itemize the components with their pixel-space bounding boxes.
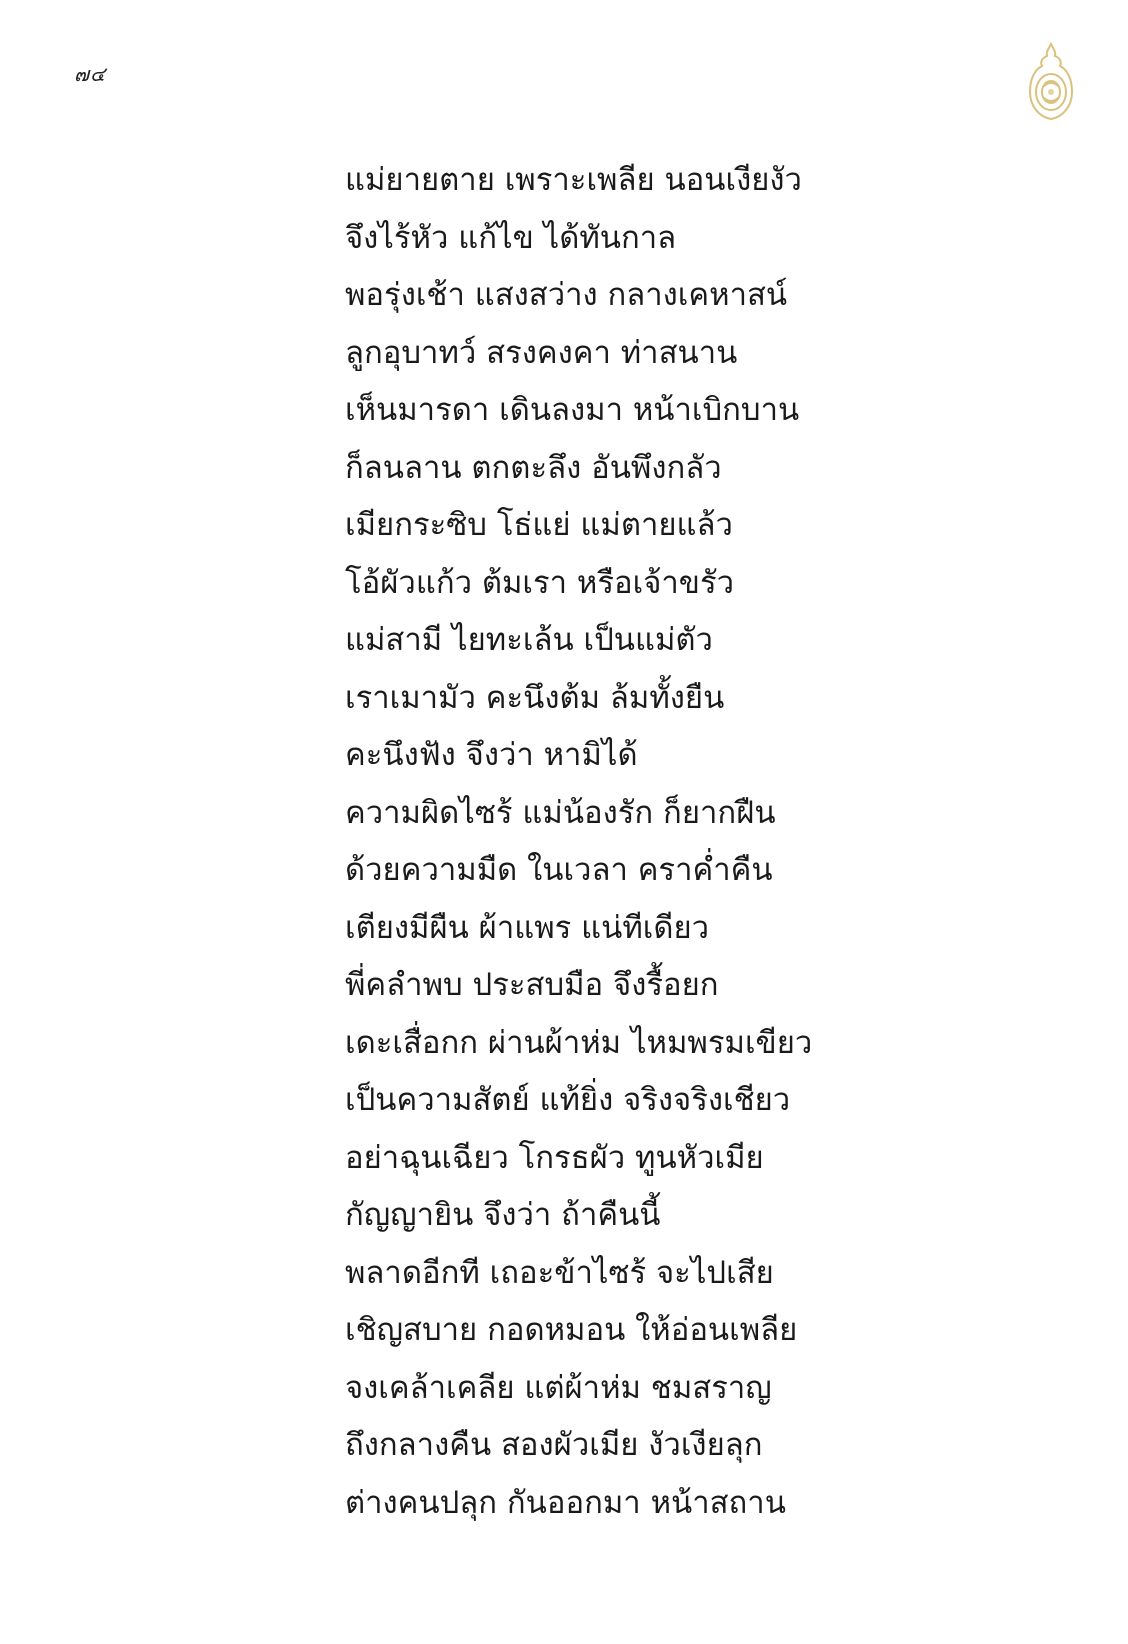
page-number: ๗๔ bbox=[74, 62, 107, 86]
poem-line: กัญญายิน จึงว่า ถ้าคืนนี้ bbox=[345, 1197, 661, 1233]
royal-seal-emblem-icon bbox=[1022, 40, 1080, 122]
poem-line: คะนึงฟัง จึงว่า หามิได้ bbox=[345, 737, 638, 773]
poem-line: เมียกระซิบ โธ่แย่ แม่ตายแล้ว bbox=[345, 507, 733, 543]
poem-line: แม่สามี ไยทะเล้น เป็นแม่ตัว bbox=[345, 622, 713, 658]
poem-line: เห็นมารดา เดินลงมา หน้าเบิกบาน bbox=[345, 392, 800, 428]
poem-line: ถึงกลางคืน สองผัวเมีย งัวเงียลุก bbox=[345, 1427, 763, 1463]
poem-line: เดะเสื่อกก ผ่านผ้าห่ม ไหมพรมเขียว bbox=[345, 1024, 813, 1061]
poem-line: เป็นความสัตย์ แท้ยิ่ง จริงจริงเชียว bbox=[345, 1082, 791, 1118]
poem-line: จึงไร้หัว แก้ไข ได้ทันกาล bbox=[345, 219, 677, 256]
poem-line: ความผิดไซร้ แม่น้องรัก ก็ยากฝืน bbox=[345, 794, 776, 831]
poem-line: แม่ยายตาย เพราะเพลีย นอนเงียงัว bbox=[345, 162, 802, 198]
poem-line: อย่าฉุนเฉียว โกรธผัว ทูนหัวเมีย bbox=[345, 1139, 764, 1176]
poem-line: พอรุ่งเช้า แสงสว่าง กลางเคหาสน์ bbox=[345, 277, 788, 313]
poem-stanza bbox=[345, 152, 905, 1532]
poem-line: ก็ลนลาน ตกตะลึง อันพึงกลัว bbox=[345, 449, 722, 486]
poem-line: พี่คลำพบ ประสบมือ จึงรื้อยก bbox=[345, 967, 719, 1003]
poem-line: ลูกอุบาทว์ สรงคงคา ท่าสนาน bbox=[345, 334, 738, 371]
poem-line: เตียงมีผืน ผ้าแพร แน่ทีเดียว bbox=[345, 909, 710, 946]
poem-line: โอ้ผัวแก้ว ต้มเรา หรือเจ้าขรัว bbox=[345, 564, 735, 601]
poem-line: ด้วยความมืด ในเวลา คราค่ำคืน bbox=[345, 852, 773, 888]
poem-line: เชิญสบาย กอดหมอน ให้อ่อนเพลีย bbox=[345, 1312, 798, 1348]
poem-line: เราเมามัว คะนึงต้ม ล้มทั้งยืน bbox=[345, 679, 725, 716]
poem-line: จงเคล้าเคลีย แต่ผ้าห่ม ชมสราญ bbox=[345, 1369, 772, 1406]
poem-line: ต่างคนปลุก กันออกมา หน้าสถาน bbox=[345, 1484, 786, 1521]
poem-line: พลาดอีกที เถอะข้าไซร้ จะไปเสีย bbox=[345, 1254, 774, 1291]
